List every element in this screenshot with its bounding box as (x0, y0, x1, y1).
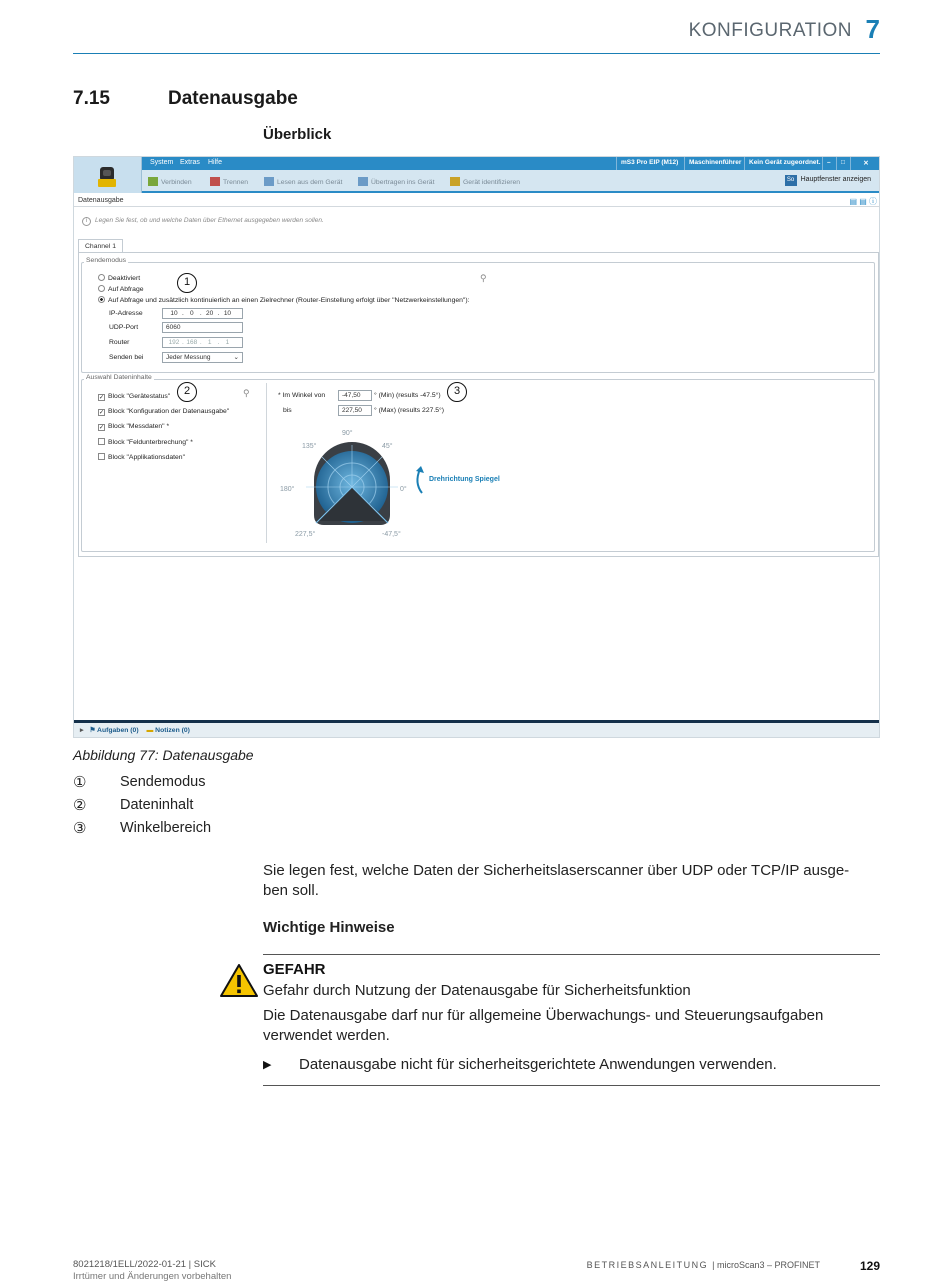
menu-extras[interactable]: Extras (180, 159, 200, 166)
udp-label: UDP-Port (109, 324, 139, 331)
important-notes-heading: Wichtige Hinweise (263, 919, 395, 936)
legend-text: Sendemodus (120, 774, 206, 790)
tasks-label: Aufgaben (0) (97, 727, 139, 734)
section-title: Datenausgabe (168, 88, 298, 109)
section-number: 7.15 (73, 88, 110, 109)
danger-subtitle: Gefahr durch Nutzung der Datenausgabe für Sicherheitsfunktion (263, 982, 691, 999)
main-window-label: Hauptfenster anzeigen (800, 176, 871, 183)
block-label: Block "Applikationsdaten" (108, 454, 185, 461)
send-select-value: Jeder Messung (166, 354, 211, 361)
software-screenshot (73, 156, 880, 738)
danger-top-rule (263, 954, 880, 955)
info-icon: i (82, 217, 91, 226)
flag-icon: ⚑ (89, 727, 96, 734)
block-label: Block "Konfiguration der Datenausgabe" (108, 408, 230, 415)
disconnect-label: Trennen (223, 179, 249, 186)
legend-mark: ③ (73, 820, 87, 837)
connect-label: Verbinden (161, 179, 192, 186)
block-label: Block "Feldunterbrechung" * (108, 439, 193, 446)
figure-caption: Abbildung 77: Datenausgabe (73, 747, 254, 763)
router-octet: 168 (186, 339, 198, 346)
intro-paragraph-line-1: Sie legen fest, welche Daten der Sicherheitslaserscanner über UDP oder TCP/IP ausge- (263, 862, 850, 879)
checkbox: ✓ (99, 410, 105, 416)
info-text: Legen Sie fest, ob und welche Daten über Ethernet ausgegeben werden sollen. (95, 217, 324, 224)
router-octet: 1 (207, 339, 212, 346)
legend-text: Dateninhalt (120, 797, 194, 813)
angle-from-hint: ° (Min) (results -47.5°) (374, 392, 441, 399)
read-device-label: Lesen aus dem Gerät (277, 179, 343, 186)
checkbox (98, 453, 105, 460)
radio-circle (98, 285, 105, 292)
warning-icon (219, 963, 259, 998)
block-label: Block "Messdaten" * (108, 423, 170, 430)
read-device-icon (264, 177, 274, 186)
write-device-icon (358, 177, 368, 186)
note-icon: ▬ (146, 727, 154, 734)
intro-paragraph-line-2: ben soll. (263, 882, 319, 899)
radio-kontinuierlich[interactable] (98, 296, 469, 304)
radio-label: Deaktiviert (108, 275, 141, 282)
danger-action: Datenausgabe nicht für sicherheitsgerichtete Anwendungen verwenden. (299, 1056, 777, 1073)
page-label-bar (74, 195, 880, 207)
angle-label-227-5: 227,5° (295, 531, 316, 538)
device-assignment: Kein Gerät zugeordnet. (744, 157, 825, 170)
main-window-icon: So (785, 175, 797, 186)
checkbox (98, 438, 105, 445)
angle-from-label: * Im Winkel von (278, 392, 326, 399)
ip-address-field[interactable]: 10 . 0 . 20 . 10 (162, 308, 243, 319)
identify-device-icon (450, 177, 460, 186)
block-messdaten[interactable] (98, 423, 169, 431)
danger-title: GEFAHR (263, 961, 326, 978)
hint-icon[interactable]: ⚲ (480, 273, 487, 283)
send-label: Senden bei (109, 354, 144, 361)
radio-circle (98, 296, 105, 303)
bottom-task-bar (74, 720, 880, 738)
read-device-button[interactable] (264, 177, 342, 186)
router-label: Router (109, 339, 130, 346)
column-divider (266, 383, 267, 543)
udp-port-field[interactable]: 6060 (162, 322, 243, 333)
user-role: Maschinenführer (684, 157, 745, 170)
send-select[interactable] (162, 352, 243, 363)
block-feldunterbrechung[interactable] (98, 438, 193, 446)
checkbox: ✓ (99, 395, 105, 401)
danger-text-line-1: Die Datenausgabe darf nur für allgemeine Überwachungs- und Steuerungsaufgaben (263, 1007, 824, 1024)
hint-icon[interactable]: ⚲ (243, 388, 250, 398)
radio-label: Auf Abfrage (108, 286, 144, 293)
menu-help[interactable]: Hilfe (208, 159, 223, 166)
angle-label-45: 45° (382, 443, 393, 450)
write-device-button[interactable] (358, 177, 434, 186)
device-logo (74, 157, 142, 193)
help-icon[interactable]: ▤ ▤ ⓘ (849, 197, 877, 206)
footer-document (587, 1260, 820, 1270)
notes-label: Notizen (0) (155, 727, 190, 734)
disconnect-icon (210, 177, 220, 186)
menu-bar (142, 157, 880, 170)
toolbar (142, 170, 880, 193)
info-line (82, 217, 324, 226)
main-window-button[interactable] (785, 175, 871, 186)
expand-icon[interactable]: ▸ (80, 727, 84, 734)
block-geraetestatus[interactable] (98, 393, 170, 401)
auswahl-label: Auswahl Dateninhalte (86, 374, 152, 381)
legend-text: Winkelbereich (120, 820, 212, 836)
menu-system[interactable]: System (150, 159, 174, 166)
angle-label-minus-47-5: -47,5° (382, 531, 401, 538)
header-rule (73, 53, 880, 54)
legend-mark: ① (73, 774, 87, 791)
angle-label-90: 90° (342, 430, 353, 437)
ip-octet: 0 (190, 310, 194, 317)
write-device-label: Übertragen ins Gerät (371, 179, 435, 186)
router-octet: 1 (225, 339, 230, 346)
callout-2: 2 (177, 382, 197, 402)
page-number: 129 (859, 1259, 880, 1273)
page-label: Datenausgabe (78, 197, 124, 204)
rotation-label: Drehrichtung Spiegel (429, 476, 500, 483)
connect-button[interactable] (148, 177, 192, 186)
rotation-arrow-icon (412, 465, 428, 495)
device-status: mS3 Pro EIP (M12) (616, 157, 682, 170)
footer-doc-id: 8021218/1ELL/2022-01-21 | SICK (73, 1259, 216, 1270)
ip-octet: 20 (206, 310, 214, 317)
router-octet: 192 (168, 339, 180, 346)
angle-label-0: 0° (400, 486, 407, 493)
angle-to-field[interactable]: 227,50 (338, 405, 372, 416)
ip-octet: 10 (223, 310, 232, 317)
angle-label-135: 135° (302, 443, 317, 450)
subheading: Überblick (263, 126, 332, 143)
sendemodus-label: Sendemodus (86, 257, 127, 264)
running-header-title: KONFIGURATION (688, 20, 852, 41)
chevron-down-icon: ⌄ (233, 354, 239, 361)
running-header-chapter: 7 (865, 14, 880, 44)
radio-circle (98, 274, 105, 281)
router-field: 192 . 168 . 1 . 1 (162, 337, 243, 348)
identify-device-label: Gerät identifizieren (463, 179, 521, 186)
tasks-button[interactable] (89, 727, 138, 734)
radio-deaktiviert[interactable] (98, 274, 140, 282)
block-konfiguration[interactable] (98, 408, 229, 416)
ip-octet: 10 (170, 310, 178, 317)
connect-icon (148, 177, 158, 186)
maximize-icon[interactable]: □ (836, 157, 850, 170)
block-applikationsdaten[interactable] (98, 453, 185, 461)
angle-from-field[interactable]: -47,50 (338, 390, 372, 401)
footer-doc-type: BETRIEBSANLEITUNG (586, 1260, 709, 1270)
minimize-icon[interactable]: – (822, 157, 836, 170)
disconnect-button[interactable] (210, 177, 248, 186)
tab-channel-1[interactable]: Channel 1 (78, 239, 123, 253)
legend-mark: ② (73, 797, 87, 814)
angle-to-hint: ° (Max) (results 227.5°) (374, 407, 445, 414)
angle-to-label: bis (283, 407, 292, 414)
scanner-device-icon (74, 157, 142, 193)
checkbox: ✓ (99, 425, 105, 431)
ip-label: IP-Adresse (109, 310, 143, 317)
danger-bottom-rule (263, 1085, 880, 1086)
angle-label-180: 180° (280, 486, 295, 493)
block-label: Block "Gerätestatus" (108, 393, 171, 400)
radio-auf-abfrage[interactable] (98, 285, 144, 293)
notes-button[interactable] (146, 727, 189, 734)
danger-text-line-2: verwendet werden. (263, 1027, 390, 1044)
close-icon[interactable]: ✕ (850, 157, 880, 170)
callout-3: 3 (447, 382, 467, 402)
footer-product: | microScan3 – PROFINET (712, 1260, 820, 1270)
footer-note: Irrtümer und Änderungen vorbehalten (73, 1271, 232, 1282)
callout-1: 1 (177, 273, 197, 293)
radio-label: Auf Abfrage und zusätzlich kontinuierlich an einen Zielrechner (Router-Einstellung erfolgt über "Netzwerkeinstellungen"): (108, 297, 470, 304)
bullet-arrow-icon: ▶ (263, 1059, 272, 1071)
auswahl-group (81, 379, 875, 552)
identify-device-button[interactable] (450, 177, 520, 186)
